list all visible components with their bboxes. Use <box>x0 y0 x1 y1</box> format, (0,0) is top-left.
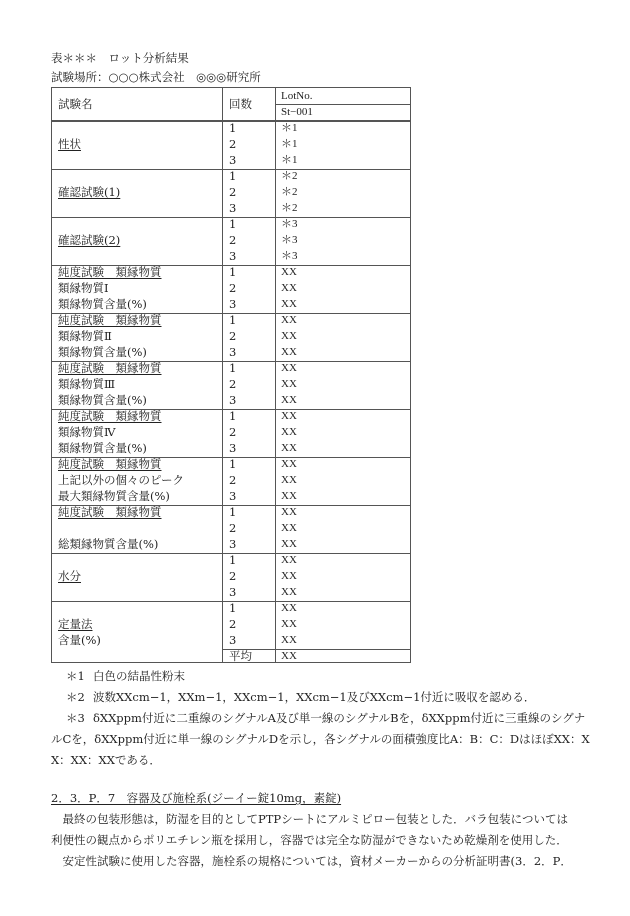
value-cell: XX <box>281 330 297 342</box>
value-cell: XX <box>281 586 297 598</box>
test-name-line: 類縁物質Ⅳ <box>58 425 116 439</box>
value-cell: ＊1 <box>281 122 298 134</box>
table-row-group <box>52 265 410 313</box>
footnote-continuation: ルCを，δXXppm付近に単一線のシグナルDを示し，各シグナルの面積強度比A：B：C：DはほぼXX：X <box>51 732 590 746</box>
value-cell: XX <box>281 618 297 630</box>
count-cell: 3 <box>229 297 237 311</box>
header-count: 回数 <box>229 97 252 111</box>
value-cell: ＊1 <box>281 154 298 166</box>
count-cell: 3 <box>229 249 237 263</box>
test-name-line: 純度試験 類縁物質 <box>58 265 162 279</box>
value-cell: ＊3 <box>281 250 298 262</box>
count-cell: 2 <box>229 521 237 535</box>
value-cell: XX <box>281 458 297 470</box>
value-cell: XX <box>281 570 297 582</box>
test-name-line: 類縁物質含量(%) <box>58 297 147 311</box>
test-name-line: 純度試験 類縁物質 <box>58 409 162 423</box>
count-cell: 1 <box>229 361 237 375</box>
test-name-line: 類縁物質含量(%) <box>58 393 147 407</box>
table-title: 表＊＊＊ ロット分析結果 <box>51 51 189 65</box>
table-row-group <box>52 457 410 505</box>
count-cell: 2 <box>229 377 237 391</box>
test-name-line: 確認試験(1) <box>58 185 121 199</box>
test-name-line: 水分 <box>58 569 81 583</box>
count-cell: 3 <box>229 201 237 215</box>
count-cell: 1 <box>229 121 237 135</box>
test-name-line: 含量(%) <box>58 633 101 647</box>
test-name-line: 最大類縁物質含量(%) <box>58 489 170 503</box>
test-name-line: 確認試験(2) <box>58 233 121 247</box>
value-cell: XX <box>281 522 297 534</box>
value-cell: XX <box>281 634 297 646</box>
count-cell: 3 <box>229 393 237 407</box>
section-paragraph-line: 安定性試験に使用した容器，施栓系の規格については，資材メーカーからの分析証明書(3．2．P． <box>51 854 572 868</box>
count-cell: 2 <box>229 569 237 583</box>
count-cell: 3 <box>229 441 237 455</box>
section-paragraph-line: 利便性の観点からポリエチレン瓶を採用し，容器では完全な防湿ができないため乾燥剤を使用した． <box>51 833 568 847</box>
value-cell: XX <box>281 394 297 406</box>
value-cell: XX <box>281 554 297 566</box>
count-cell: 3 <box>229 489 237 503</box>
test-name-line: 性状 <box>58 137 81 151</box>
test-name-line: 上記以外の個々のピーク <box>58 473 185 487</box>
footnote-continuation: X：XX：XXである． <box>51 753 161 767</box>
test-name-line: 定量法 <box>58 617 93 631</box>
count-cell: 3 <box>229 345 237 359</box>
count-cell: 2 <box>229 281 237 295</box>
value-cell: ＊1 <box>281 138 298 150</box>
table-row-group <box>52 409 410 457</box>
count-cell: 3 <box>229 153 237 167</box>
footnote-mark: ＊2 <box>66 690 85 704</box>
table-row-group <box>52 601 410 665</box>
section-heading: 2．3．P．7 容器及び施栓系(ジーイー錠10mg，素錠) <box>51 791 342 805</box>
count-cell: 1 <box>229 505 237 519</box>
count-cell: 1 <box>229 217 237 231</box>
count-cell: 2 <box>229 617 237 631</box>
count-cell: 1 <box>229 553 237 567</box>
count-cell: 2 <box>229 137 237 151</box>
table-row-group <box>52 361 410 409</box>
section-paragraph-line: 最終の包装形態は，防湿を目的としてPTPシートにアルミピロー包装とした．バラ包装については <box>51 812 568 826</box>
value-cell: ＊2 <box>281 170 298 182</box>
count-cell: 1 <box>229 409 237 423</box>
test-name-line: 純度試験 類縁物質 <box>58 457 162 471</box>
average-row-divider <box>222 649 410 650</box>
table-row-group <box>52 121 410 169</box>
value-cell: XX <box>281 442 297 454</box>
header-lot-no: LotNo. <box>281 90 313 102</box>
count-cell: 2 <box>229 473 237 487</box>
count-cell: 1 <box>229 169 237 183</box>
value-cell: ＊2 <box>281 186 298 198</box>
count-cell: 1 <box>229 265 237 279</box>
test-name-line: 純度試験 類縁物質 <box>58 361 162 375</box>
count-cell: 1 <box>229 313 237 327</box>
header-lot-value: St−001 <box>281 106 313 118</box>
value-cell: XX <box>281 378 297 390</box>
value-cell: XX <box>281 298 297 310</box>
value-cell: XX <box>281 650 297 662</box>
value-cell: XX <box>281 490 297 502</box>
test-name-line: 類縁物質含量(%) <box>58 441 147 455</box>
value-cell: XX <box>281 602 297 614</box>
header-test-name: 試験名 <box>58 97 93 111</box>
test-location: 試験場所：○○○株式会社 ◎◎◎研究所 <box>51 70 261 84</box>
test-name-line: 総類縁物質含量(%) <box>58 537 159 551</box>
value-cell: XX <box>281 506 297 518</box>
value-cell: XX <box>281 266 297 278</box>
test-name-line: 類縁物質Ⅲ <box>58 377 116 391</box>
footnote-text: 波数XXcm−1，XXm−1，XXcm−1，XXcm−1及びXXcm−1付近に吸収を認める． <box>93 690 536 704</box>
table-row-group <box>52 169 410 217</box>
value-cell: ＊2 <box>281 202 298 214</box>
footnote-mark: ＊3 <box>66 711 85 725</box>
count-cell: 2 <box>229 425 237 439</box>
footnote-text: δXXppm付近に二重線のシグナルA及び単一線のシグナルBを，δXXppm付近に三重線のシグナ <box>93 711 586 725</box>
table-row-group <box>52 505 410 553</box>
table-row-group <box>52 313 410 361</box>
count-cell: 平均 <box>229 649 252 663</box>
value-cell: XX <box>281 282 297 294</box>
value-cell: XX <box>281 362 297 374</box>
count-cell: 3 <box>229 633 237 647</box>
count-cell: 3 <box>229 537 237 551</box>
value-cell: XX <box>281 426 297 438</box>
footnote-mark: ＊1 <box>66 669 85 683</box>
count-cell: 1 <box>229 601 237 615</box>
value-cell: XX <box>281 346 297 358</box>
value-cell: XX <box>281 314 297 326</box>
table-row-group <box>52 217 410 265</box>
value-cell: ＊3 <box>281 218 298 230</box>
test-name-line: 純度試験 類縁物質 <box>58 313 162 327</box>
footnote-text: 白色の結晶性粉末 <box>93 669 185 683</box>
test-name-line: 類縁物質含量(%) <box>58 345 147 359</box>
value-cell: ＊3 <box>281 234 298 246</box>
test-name-line: 類縁物質Ⅰ <box>58 281 109 295</box>
test-name-line: 類縁物質Ⅱ <box>58 329 112 343</box>
value-cell: XX <box>281 410 297 422</box>
table-row-group <box>52 553 410 601</box>
test-name-line: 純度試験 類縁物質 <box>58 505 162 519</box>
count-cell: 2 <box>229 233 237 247</box>
lot-analysis-table <box>51 87 411 663</box>
value-cell: XX <box>281 538 297 550</box>
count-cell: 3 <box>229 585 237 599</box>
count-cell: 1 <box>229 457 237 471</box>
value-cell: XX <box>281 474 297 486</box>
count-cell: 2 <box>229 329 237 343</box>
count-cell: 2 <box>229 185 237 199</box>
